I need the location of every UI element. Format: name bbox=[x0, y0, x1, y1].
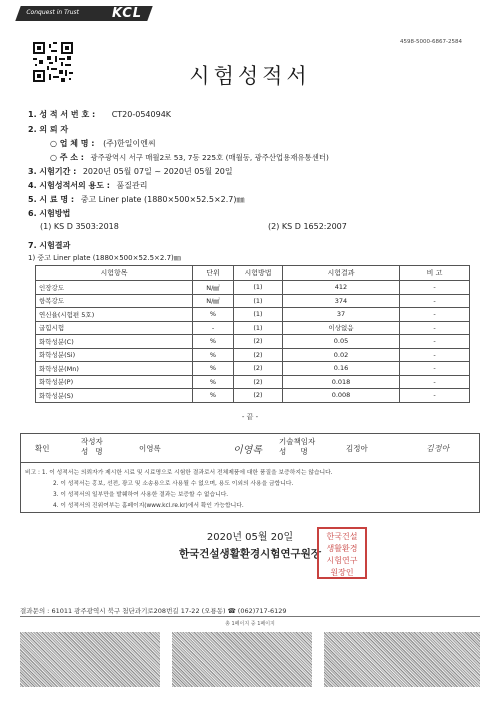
footer-contact: 결과문의 : 61011 광주광역시 북구 첨단과기로208번길 17-22 (오룡동) ☎ (062)717-6129 bbox=[20, 607, 287, 615]
notes-box bbox=[20, 463, 480, 513]
author-label: 작성자 성 명 bbox=[81, 437, 103, 456]
method-1: (1) KS D 3503:2018 bbox=[40, 222, 119, 231]
table-row: 인장강도 N/㎟ (1) 412 - bbox=[36, 281, 470, 295]
author-name: 이영록 bbox=[139, 444, 161, 453]
tech-signature: 김정아 bbox=[426, 444, 450, 453]
signature-box bbox=[20, 433, 480, 463]
note-3: 3. 이 성적서의 일부만을 발췌하여 사용한 결과는 보증할 수 없습니다. bbox=[53, 492, 229, 498]
company-row: ○ 업 체 명 : (주)한일이엔씨 bbox=[50, 139, 156, 148]
doc-number: 4598-5000-6867-2584 bbox=[400, 39, 462, 45]
client-heading: 2. 의 뢰 자 bbox=[28, 125, 69, 134]
tech-label: 기술책임자 성 명 bbox=[279, 437, 316, 456]
page-indicator: 총 1페이지 중 1페이지 bbox=[225, 621, 275, 627]
results-sub: 1) 중고 Liner plate (1880×500×52.5×2.7)㎜ bbox=[28, 254, 181, 262]
col-unit: 단위 bbox=[193, 266, 234, 281]
table-row: 화학성분(Mn) % (2) 0.16 - bbox=[36, 362, 470, 376]
col-method: 시험방법 bbox=[234, 266, 283, 281]
kcl-logo: Conquest in Trust KCL bbox=[15, 6, 152, 21]
method-2: (2) KS D 1652:2007 bbox=[268, 222, 347, 231]
page-title: 시험성적서 bbox=[189, 64, 311, 88]
table-row: 항복강도 N/㎟ (1) 374 - bbox=[36, 294, 470, 308]
author-signature: 이영록 bbox=[233, 445, 262, 456]
security-pattern bbox=[324, 632, 480, 687]
address-row: ○ 주 소 : 광주광역시 서구 매월2로 53, 7동 225호 (매월동, 광주산업용재유통센터) bbox=[50, 153, 329, 162]
official-seal: 한국건설 생활환경 시험연구 원장인 bbox=[317, 527, 367, 579]
tech-name: 김정아 bbox=[346, 444, 368, 453]
report-number-row: 1. 성 적 서 번 호 : CT20-054094K bbox=[28, 110, 172, 119]
results-table bbox=[35, 265, 470, 403]
footer-divider bbox=[20, 616, 480, 617]
issue-date: 2020년 05월 20일 bbox=[206, 532, 294, 543]
sample-row: 5. 시 료 명 : 중고 Liner plate (1880×500×52.5×2.7)㎜ bbox=[28, 195, 245, 204]
table-row: 연신율(시험편 5호) % (1) 37 - bbox=[36, 308, 470, 322]
table-header-row bbox=[36, 266, 470, 281]
note-2: 2. 이 성적서는 홍보, 선전, 광고 및 소송용으로 사용될 수 없으며, 용도 이외의 사용을 금합니다. bbox=[53, 481, 294, 487]
confirm-label: 확인 bbox=[35, 444, 50, 453]
table-row: 화학성분(P) % (2) 0.018 - bbox=[36, 375, 470, 389]
table-row: 화학성분(Si) % (2) 0.02 - bbox=[36, 348, 470, 362]
purpose-row: 4. 시험성적서의 용도 : 품질관리 bbox=[28, 181, 148, 190]
col-remark: 비 고 bbox=[400, 266, 470, 281]
col-item: 시험항목 bbox=[36, 266, 193, 281]
results-heading: 7. 시험결과 bbox=[28, 241, 71, 250]
issuing-org: 한국건설생활환경시험연구원장 bbox=[178, 548, 321, 560]
table-row: 굽힘시험 - (1) 이상없음 - bbox=[36, 321, 470, 335]
note-4: 4. 이 성적서의 진위여부는 홈페이지(www.kcl.re.kr)에서 확인 가능합니다. bbox=[53, 503, 244, 509]
period-row: 3. 시험기간 : 2020년 05월 07일 ~ 2020년 05월 20일 bbox=[28, 167, 233, 176]
security-pattern bbox=[172, 632, 312, 687]
table-row: 화학성분(S) % (2) 0.008 - bbox=[36, 389, 470, 403]
col-result: 시험결과 bbox=[283, 266, 400, 281]
method-heading: 6. 시험방법 bbox=[28, 209, 71, 218]
note-1: 비고 : 1. 이 성적서는 의뢰자가 제시한 시료 및 시료명으로 시험한 결과로서 전체제품에 대한 품질을 보증하지는 않습니다. bbox=[25, 470, 333, 476]
security-pattern bbox=[20, 632, 160, 687]
table-row: 화학성분(C) % (2) 0.05 - bbox=[36, 335, 470, 349]
end-mark: - 끝 - bbox=[241, 413, 259, 421]
